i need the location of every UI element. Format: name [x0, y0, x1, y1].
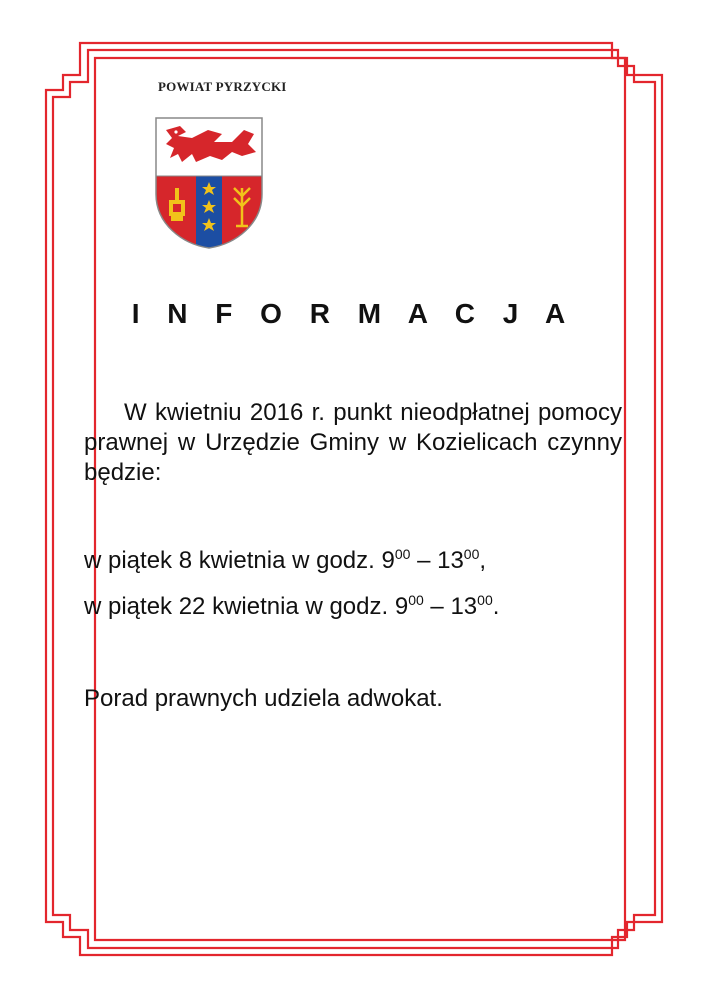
intro-paragraph: W kwietniu 2016 r. punkt nieodpłatnej pomocy prawnej w Urzędzie Gminy w Kozielicach czynny będzie: [84, 399, 622, 486]
county-name: POWIAT PYRZYCKI [158, 79, 287, 94]
page-title: I N F O R M A C J A [131, 298, 576, 329]
schedule-2-start-min: 00 [408, 592, 424, 608]
schedule-1-text: w piątek 8 kwietnia w godz. 9 [84, 547, 395, 574]
schedule-2-text: w piątek 22 kwietnia w godz. 9 [84, 593, 409, 620]
coat-of-arms-icon [152, 116, 266, 250]
schedule-line-2 [84, 593, 499, 621]
schedule-1-end-min: 00 [463, 546, 480, 562]
schedule-2-end-min: 00 [477, 592, 493, 608]
schedule-line-1 [84, 547, 486, 575]
closing-line: Porad prawnych udziela adwokat. [84, 685, 443, 712]
schedule-1-dash: – 13 [410, 547, 464, 574]
schedule-1-start-min: 00 [394, 546, 411, 562]
schedule-2-dash: – 13 [423, 593, 478, 620]
schedule-2-suffix: . [492, 593, 500, 620]
schedule-1-suffix: , [479, 547, 487, 574]
